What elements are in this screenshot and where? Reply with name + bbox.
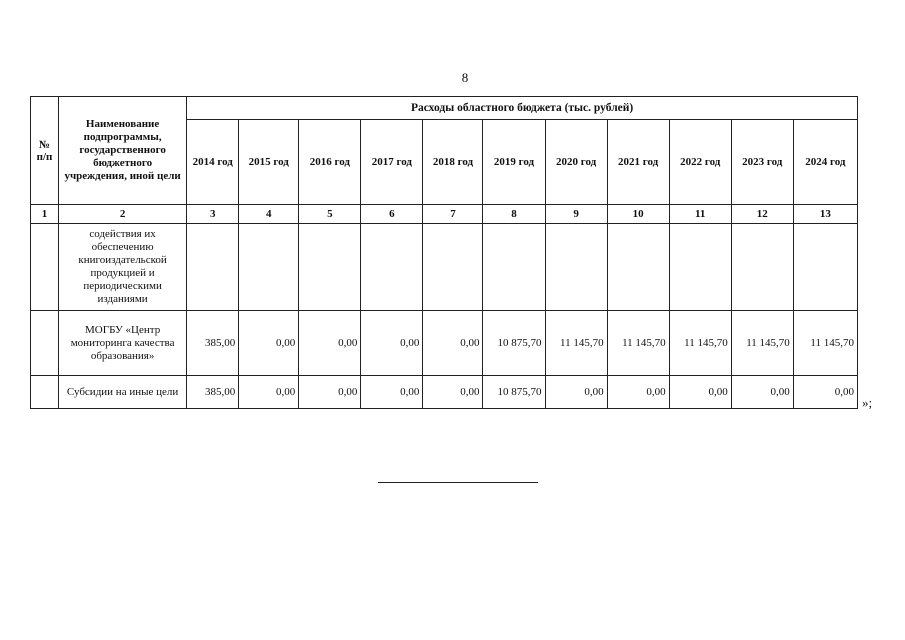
value-cell [793, 224, 857, 311]
value-cell [607, 224, 669, 311]
value-cell: 0,00 [361, 311, 423, 376]
closing-quote-mark: »; [862, 395, 873, 410]
value-cell: 385,00 [187, 311, 239, 376]
value-cell [239, 224, 299, 311]
header-year: 2021 год [607, 120, 669, 205]
header-year: 2023 год [731, 120, 793, 205]
value-cell: 11 145,70 [731, 311, 793, 376]
value-cell [669, 224, 731, 311]
row-num-cell [31, 224, 59, 311]
value-cell [483, 224, 545, 311]
index-cell: 13 [793, 205, 857, 224]
value-cell: 0,00 [423, 376, 483, 409]
value-cell: 0,00 [299, 311, 361, 376]
value-cell [423, 224, 483, 311]
table-row [31, 376, 858, 409]
index-cell: 12 [731, 205, 793, 224]
value-cell: 10 875,70 [483, 376, 545, 409]
index-cell: 5 [299, 205, 361, 224]
page-number: 8 [461, 70, 469, 85]
index-cell: 8 [483, 205, 545, 224]
header-year: 2016 год [299, 120, 361, 205]
header-year: 2014 год [187, 120, 239, 205]
index-cell: 9 [545, 205, 607, 224]
value-cell: 0,00 [239, 311, 299, 376]
index-cell: 7 [423, 205, 483, 224]
value-cell: 0,00 [423, 311, 483, 376]
value-cell [361, 224, 423, 311]
value-cell: 385,00 [187, 376, 239, 409]
index-cell: 3 [187, 205, 239, 224]
value-cell: 0,00 [239, 376, 299, 409]
header-col-name: Наименование подпрограммы, государственного бюджетного учреждения, иной цели [59, 97, 187, 205]
header-year: 2018 год [423, 120, 483, 205]
header-budget-group: Расходы областного бюджета (тыс. рублей) [187, 97, 858, 120]
header-row-top [31, 97, 858, 120]
value-cell: 10 875,70 [483, 311, 545, 376]
value-cell: 11 145,70 [793, 311, 857, 376]
value-cell: 0,00 [793, 376, 857, 409]
header-year: 2017 год [361, 120, 423, 205]
index-cell: 4 [239, 205, 299, 224]
index-cell: 10 [607, 205, 669, 224]
column-index-row [31, 205, 858, 224]
value-cell [299, 224, 361, 311]
budget-table [30, 96, 858, 409]
value-cell: 11 145,70 [669, 311, 731, 376]
value-cell: 0,00 [607, 376, 669, 409]
table-row [31, 311, 858, 376]
table-row [31, 224, 858, 311]
value-cell [545, 224, 607, 311]
value-cell: 0,00 [731, 376, 793, 409]
index-cell: 6 [361, 205, 423, 224]
row-name-cell: Субсидии на иные цели [59, 376, 187, 409]
row-name-cell: МОГБУ «Центр мониторинга качества образования» [59, 311, 187, 376]
row-num-cell [31, 311, 59, 376]
row-name-cell: содействия их обеспечению книгоиздательской продукцией и периодическими изданиями [59, 224, 187, 311]
header-year: 2020 год [545, 120, 607, 205]
index-cell: 2 [59, 205, 187, 224]
value-cell: 0,00 [361, 376, 423, 409]
header-year: 2015 год [239, 120, 299, 205]
value-cell [187, 224, 239, 311]
header-year: 2024 год [793, 120, 857, 205]
header-col-num: № п/п [31, 97, 59, 205]
value-cell [731, 224, 793, 311]
value-cell: 11 145,70 [545, 311, 607, 376]
value-cell: 0,00 [545, 376, 607, 409]
index-cell: 11 [669, 205, 731, 224]
separator-line [378, 482, 538, 483]
row-num-cell [31, 376, 59, 409]
header-year: 2019 год [483, 120, 545, 205]
value-cell: 0,00 [669, 376, 731, 409]
value-cell: 0,00 [299, 376, 361, 409]
value-cell: 11 145,70 [607, 311, 669, 376]
header-year: 2022 год [669, 120, 731, 205]
index-cell: 1 [31, 205, 59, 224]
